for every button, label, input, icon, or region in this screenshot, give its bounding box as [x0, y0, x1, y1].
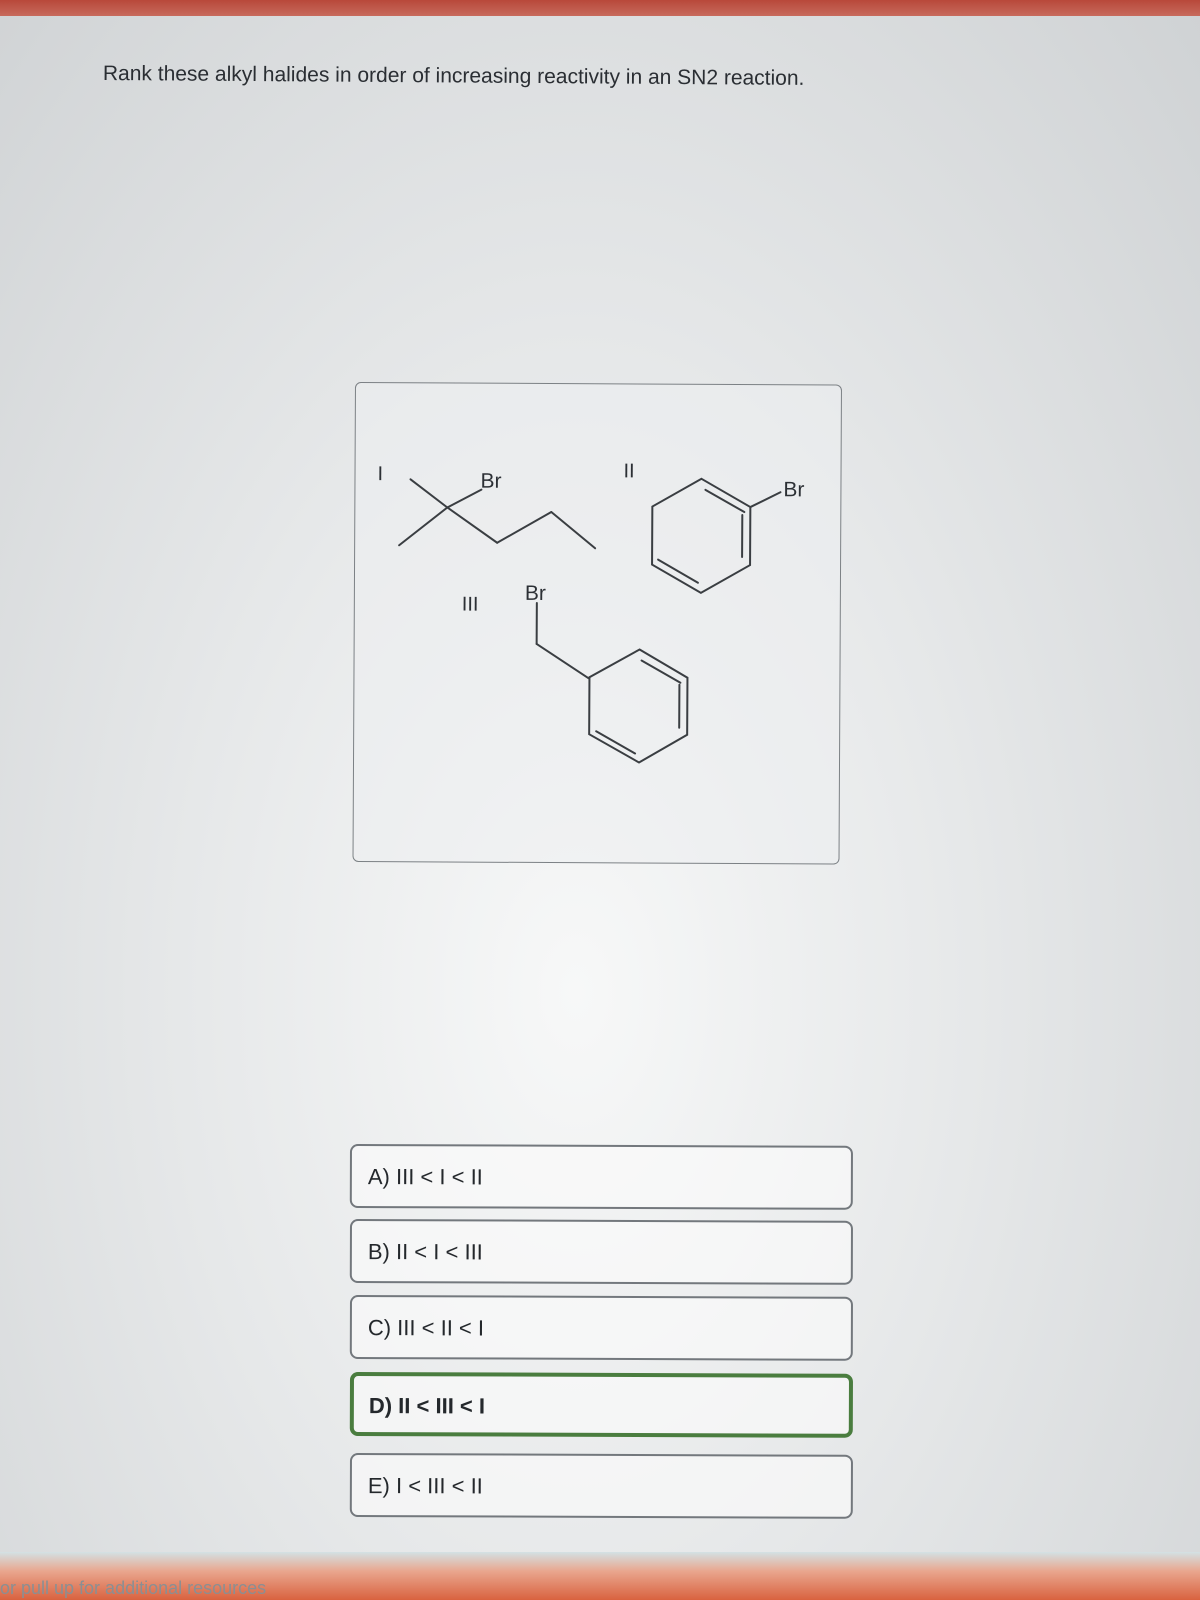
choice-e-button[interactable] — [350, 1453, 853, 1519]
structure-III-skeleton — [536, 603, 688, 763]
structure-I-label: I — [377, 463, 384, 486]
choice-a-button[interactable] — [350, 1144, 853, 1210]
choice-d-button[interactable] — [350, 1372, 853, 1438]
structure-III-br: Br — [524, 581, 546, 606]
structure-II-skeleton — [652, 479, 781, 594]
structure-I-br: Br — [480, 469, 502, 493]
top-accent-bar — [0, 0, 1200, 16]
additional-resources-hint[interactable]: or pull up for additional resources — [0, 1578, 267, 1598]
choice-c-label: C) III < II < I — [367, 1315, 485, 1341]
structures-svg — [353, 383, 840, 864]
choice-c-button[interactable] — [350, 1295, 853, 1361]
choice-b-label: B) II < I < III — [367, 1239, 483, 1265]
structure-II-label: II — [623, 460, 635, 483]
structure-III-label: III — [461, 593, 479, 616]
choice-b-button[interactable] — [350, 1219, 853, 1285]
choice-d-label: D) II < III < I — [368, 1393, 486, 1419]
choice-a-label: A) III < I < II — [367, 1164, 483, 1190]
structure-II-br: Br — [783, 478, 805, 502]
choice-e-label: E) I < III < II — [367, 1473, 483, 1499]
structures-diagram — [352, 382, 842, 865]
question-text: Rank these alkyl halides in order of increasing reactivity in an SN2 reaction. — [102, 62, 805, 90]
